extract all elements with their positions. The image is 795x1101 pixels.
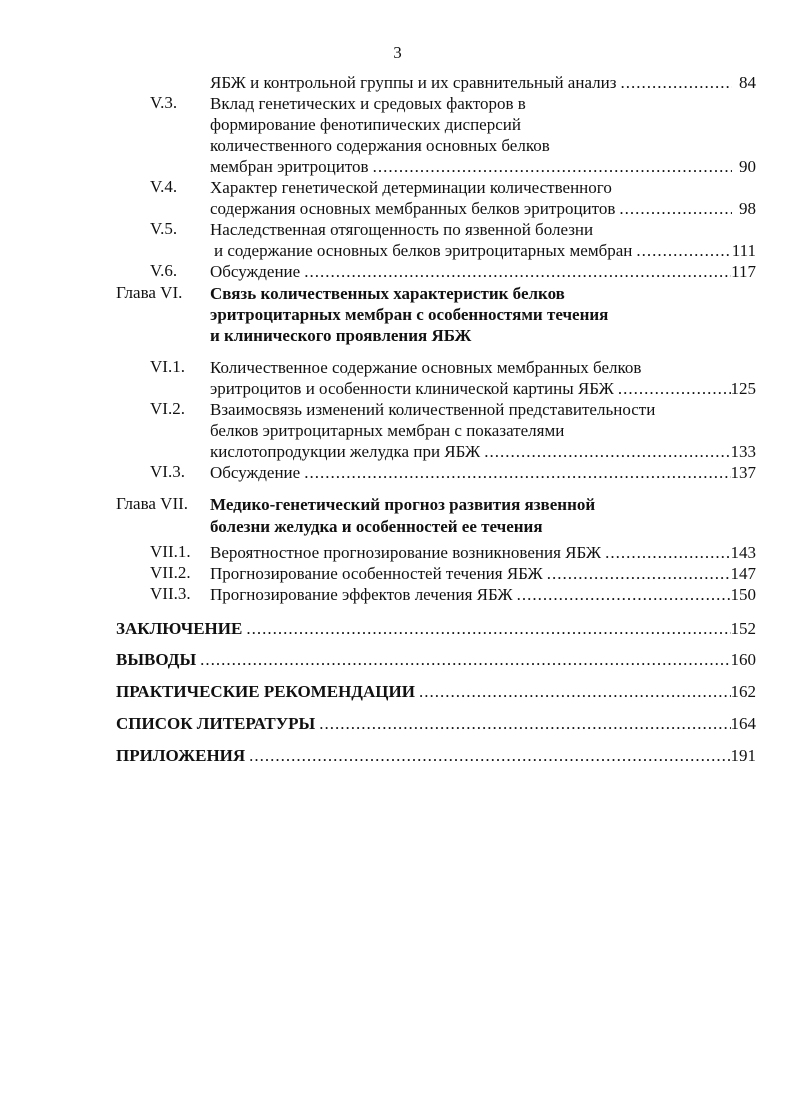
toc-section-title: ЗАКЛЮЧЕНИЕ [116, 619, 243, 638]
toc-page-number: 150 [730, 585, 756, 604]
section-number: VII.3. [150, 584, 191, 603]
toc-entry-text: Вклад генетических и средовых факторов в [210, 94, 526, 113]
toc-references[interactable] [116, 713, 756, 735]
toc-section-title: ПРАКТИЧЕСКИЕ РЕКОМЕНДАЦИИ [116, 682, 415, 701]
toc-recommendations[interactable] [116, 681, 756, 703]
section-number: VI.2. [150, 399, 185, 418]
leader-dots [513, 584, 731, 605]
toc-page-number: 90 [739, 157, 756, 176]
chapter-title: болезни желудка и особенностей ее течения [210, 517, 543, 536]
leader-dots [245, 745, 730, 767]
toc-entry-text: Характер генетической детерминации количественного [210, 178, 612, 197]
leader-dots [242, 618, 730, 640]
leader-dots [369, 156, 732, 177]
toc-page-number: 84 [739, 73, 756, 92]
toc-page-number: 133 [730, 442, 756, 461]
leader-dots [543, 563, 731, 584]
toc-entry-text: мембран эритроцитов [210, 157, 369, 176]
section-number: V.3. [150, 93, 178, 112]
toc-entry-text: Прогнозирование особенностей течения ЯБЖ [210, 564, 543, 583]
toc-page-number: 164 [730, 714, 756, 733]
leader-dots [614, 378, 731, 399]
toc-page-number: 98 [739, 199, 756, 218]
leader-dots [196, 649, 730, 671]
chapter-title: Связь количественных характеристик белков [210, 284, 565, 303]
page-number: 3 [393, 43, 402, 62]
section-number: VII.2. [150, 563, 191, 582]
toc-findings[interactable] [116, 649, 756, 671]
section-number: VI.1. [150, 357, 185, 376]
toc-page-number: 152 [730, 619, 756, 638]
toc-page-number: 111 [731, 241, 756, 260]
toc-page-number: 117 [731, 262, 756, 281]
toc-page-number: 162 [730, 682, 756, 701]
toc-entry-text: Обсуждение [210, 262, 301, 281]
toc-entry-text: Прогнозирование эффектов лечения ЯБЖ [210, 585, 513, 604]
toc-page-number: 160 [730, 650, 756, 669]
toc-page-number: 191 [730, 746, 756, 765]
leader-dots [616, 72, 732, 93]
toc-entry-text: эритроцитов и особенности клинической картины ЯБЖ [210, 379, 614, 398]
section-number: V.4. [150, 177, 178, 196]
toc-entry-text: Взаимосвязь изменений количественной представительности [210, 400, 656, 419]
toc-section-title: СПИСОК ЛИТЕРАТУРЫ [116, 714, 316, 733]
toc-entry-text: Количественное содержание основных мембранных белков [210, 358, 642, 377]
toc-entry-text: содержания основных мембранных белков эритроцитов [210, 199, 616, 218]
toc-entry-text: ЯБЖ и контрольной группы и их сравнительный анализ [210, 73, 617, 92]
toc-page-number: 147 [730, 564, 756, 583]
chapter-title: и клинического проявления ЯБЖ [210, 326, 472, 345]
leader-dots [315, 713, 730, 735]
leader-dots [632, 240, 731, 261]
toc-page-number: 125 [730, 379, 756, 398]
toc-conclusion[interactable] [116, 618, 756, 640]
leader-dots [601, 542, 730, 563]
toc-entry-text: белков эритроцитарных мембран с показателями [210, 421, 565, 440]
section-number: VI.3. [150, 462, 185, 481]
toc-entry-text: и содержание основных белков эритроцитарных мембран [214, 241, 633, 260]
toc-appendices[interactable] [116, 745, 756, 767]
toc-page-number: 143 [730, 543, 756, 562]
section-number: V.5. [150, 219, 178, 238]
toc-entry-text: Обсуждение [210, 463, 301, 482]
leader-dots [300, 462, 730, 483]
leader-dots [615, 198, 732, 219]
toc-entry-text: количественного содержания основных белков [210, 136, 550, 155]
toc-section-title: ВЫВОДЫ [116, 650, 197, 669]
leader-dots [415, 681, 731, 703]
leader-dots [300, 261, 731, 282]
chapter-number: Глава VI. [116, 283, 183, 302]
section-number: VII.1. [150, 542, 191, 561]
toc-section-title: ПРИЛОЖЕНИЯ [116, 746, 246, 765]
chapter-title: эритроцитарных мембран с особенностями течения [210, 305, 609, 324]
toc-page-number: 137 [730, 463, 756, 482]
toc-entry-text: формирование фенотипических дисперсий [210, 115, 521, 134]
chapter-number: Глава VII. [116, 494, 189, 513]
toc-entry-text: кислотопродукции желудка при ЯБЖ [210, 442, 481, 461]
toc-entry-text: Наследственная отягощенность по язвенной болезни [210, 220, 594, 239]
toc-entry-text: Вероятностное прогнозирование возникновения ЯБЖ [210, 543, 602, 562]
leader-dots [480, 441, 730, 462]
chapter-title: Медико-генетический прогноз развития язвенной [210, 495, 596, 514]
section-number: V.6. [150, 261, 178, 280]
